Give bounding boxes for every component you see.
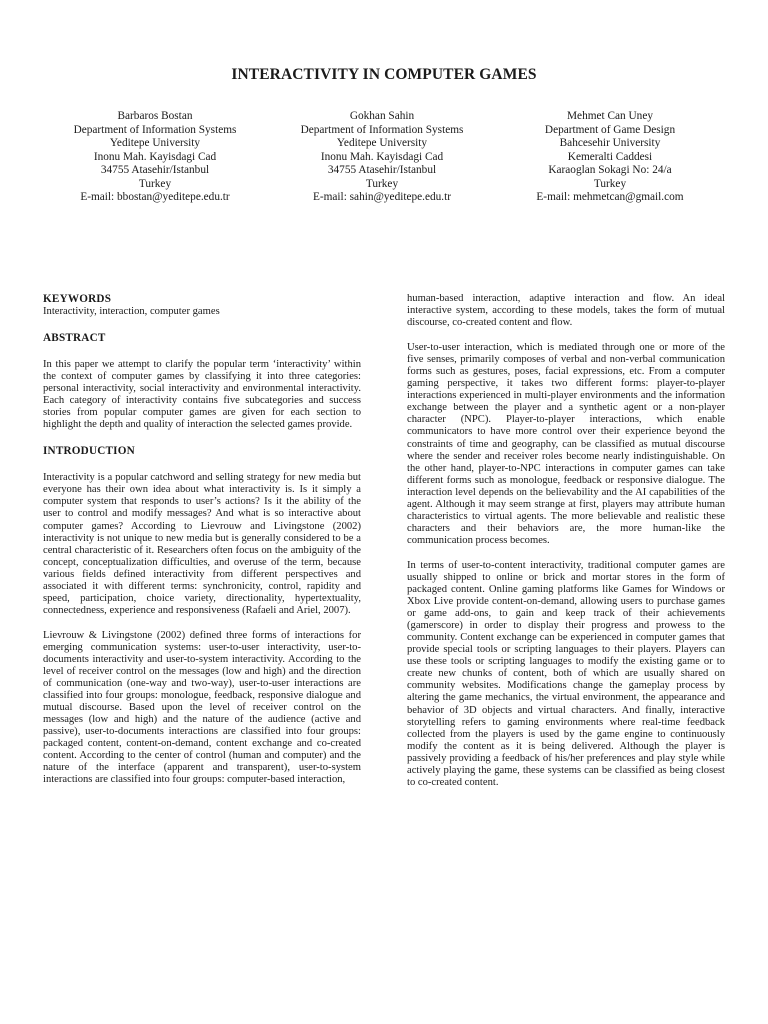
author-university: Bahcesehir University	[559, 137, 661, 149]
author-department: Department of Game Design	[544, 123, 676, 136]
right-paragraph-3: In terms of user-to-content interactivity, traditional computer games are usually shipped to online or brick and mortar stores in the form of packaged content. Online gaming platforms like Games for Windows or Xbox Live provide content-on-demand, allowing users to purchase games or game add-ons, to gain and keep track of their achievements (gamerscore) in order to display their progress and prowess to the community. Content exchange can be experienced in computer games that provide special tools or scripting languages to their players. Players can use these tools or scripting languages to modify the existing game or to create new chunks of content, both of which are usually shared on community websites. Modifications change the gameplay process by altering the game mechanics, the virtual environment, the appearance and behavior of 3D objects and virtual characters. And finally, interactive storytelling refers to gaming environments where real-time feedback collected from the players is used by the game engine to continuously modify the content as it is being delivered. Although the player is passively providing a feedback of his/her preferences and play style while actively playing the game, these systems can be classified as being closest to co-created content.	[407, 559, 725, 788]
author-department: Department of Information Systems	[300, 123, 464, 136]
paper-title: INTERACTIVITY IN COMPUTER GAMES	[231, 66, 537, 83]
author-2	[267, 110, 497, 205]
author-email: E-mail: mehmetcan@gmail.com	[536, 191, 684, 203]
author-name: Barbaros Bostan	[117, 110, 193, 122]
author-country: Turkey	[593, 177, 627, 190]
right-column	[407, 293, 725, 789]
author-university: Yeditepe University	[336, 137, 428, 149]
author-country: Turkey	[138, 177, 172, 190]
abstract-heading: ABSTRACT	[43, 332, 106, 345]
author-university: Yeditepe University	[109, 137, 201, 149]
author-street: Inonu Mah. Kayisdagi Cad	[93, 150, 217, 163]
author-street: Inonu Mah. Kayisdagi Cad	[320, 150, 444, 163]
author-city: 34755 Atasehir/Istanbul	[100, 164, 210, 176]
author-country: Turkey	[365, 177, 399, 190]
right-paragraph-1: human-based interaction, adaptive interaction and flow. An ideal interactive system, according to these models, takes the form of mutual discourse, co-created content and flow.	[407, 293, 725, 329]
intro-paragraph-1: Interactivity is a popular catchword and selling strategy for new media but everyone has their own idea about what interactivity is. Is it simply a computer system that responds to user’s actions? Is it the ability of the user to control and modify messages? And what is so interactive about computer games? According to Lievrouw and Livingstone (2002) interactivity is not unique to new media but is generally considered to be a central characteristic of it. Researchers often focus on the ambiguity of the concept, conceptualization difficulties, and overuse of the term, because various fields defined interactivity from different perspectives and associated it with different terms: synchronicity, control, rapidity and speed, participation, choice variety, directionality, hypertextuality, connectedness, experience and responsiveness (Rafaeli and Ariel, 2007).	[43, 472, 361, 616]
intro-paragraph-2: Lievrouw & Livingstone (2002) defined three forms of interactions for emerging communication systems: user-to-user interactivity, user-to-documents interactivity and user-to-system interactivity. According to the level of receiver control on the messages (low and high) and the direction of communication (one-way and two-way), user-to-user interactions are classified into four groups: monologue, feedback, responsive dialogue and mutual discourse. Based upon the level of receiver control on the messages (low and high) and the nature of the audience (active and passive), user-to-documents interactions are classified into four groups: packaged content, content-on-demand, content exchange and co-created content. According to the center of control (human and computer) and the nature of the interface (apparent and transparent), user-to-system interactions are classified into four groups: computer-based interaction,	[43, 629, 361, 786]
keywords-heading: KEYWORDS	[43, 293, 112, 305]
author-email: E-mail: sahin@yeditepe.edu.tr	[312, 191, 452, 203]
author-street: Kemeralti Caddesi	[567, 150, 653, 163]
author-3	[495, 110, 725, 205]
author-city: 34755 Atasehir/Istanbul	[327, 164, 437, 176]
keywords-text: Interactivity, interaction, computer games	[43, 306, 220, 317]
author-name: Gokhan Sahin	[349, 110, 415, 122]
introduction-heading: INTRODUCTION	[43, 445, 135, 458]
author-1	[40, 110, 270, 205]
right-paragraph-2: User-to-user interaction, which is mediated through one or more of the five senses, primarily composes of verbal and non-verbal communication forms such as gestures, poses, facial expressions, etc. From a computer gaming perspective, it takes two different forms: player-to-player interactions experienced in multi-player environments and the information exchange between the player and a synthetic agent or a non-player character (NPC). Player-to-player interactions, which enable communicators to have more control over their experience beyond the constraints of time and geography, can be classified as mutual discourse where the sender and receiver roles become nearly indistinguishable. On the other hand, player-to-NPC interactions in computer games can take different forms such as monologue, feedback or responsive dialogue. The interaction level depends on the believability and the AI capabilities of the agent. Although it may seem strange at first, players may attribute human characteristics to virtual agents. The more believable and realistic these characters and their behaviors are, the more human-like the communication process becomes.	[407, 342, 725, 546]
author-department: Department of Information Systems	[73, 123, 237, 136]
author-email: E-mail: bbostan@yeditepe.edu.tr	[80, 191, 230, 203]
author-name: Mehmet Can Uney	[567, 110, 653, 122]
abstract-text: In this paper we attempt to clarify the popular term ‘interactivity’ within the context of computer games by classifying it into three categories: personal interactivity, social interactivity and environmental interactivity. Each category of interactivity contains five subcategories and success stories from popular computer games are given for each section to highlight the depth and quality of interaction the selected games provide.	[43, 359, 361, 431]
author-block	[40, 110, 730, 210]
left-column	[43, 293, 361, 787]
author-city: Karaoglan Sokagi No: 24/a	[548, 164, 672, 176]
